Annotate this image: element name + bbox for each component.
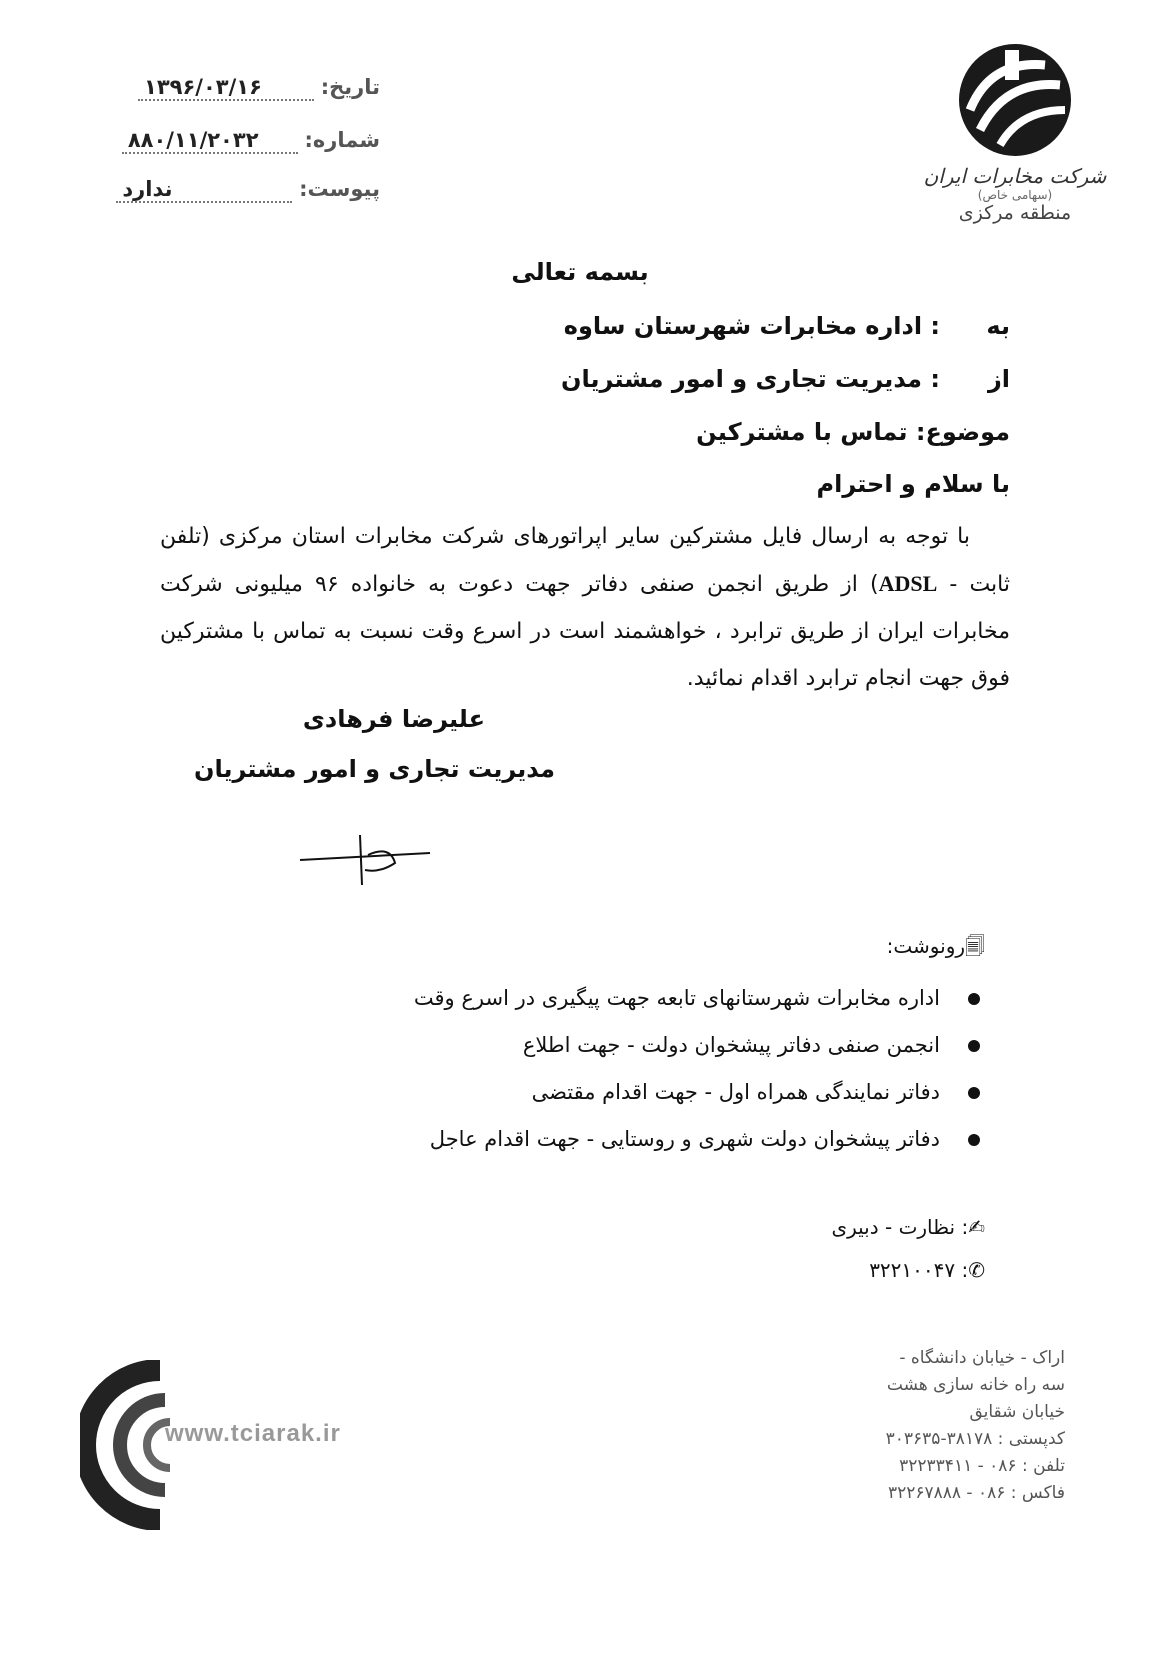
cc-item — [280, 1116, 980, 1163]
from-label: از — [987, 365, 1010, 393]
body-part-2: ) از طریق انجمن صنفی دفاتر جهت دعوت به خانواده ۹۶ میلیونی شرکت مخابرات ایران از طریق ترابرد ، خواهشمند است در اسرع وقت نسبت به تماس با مشترکین فوق جهت انجام ترابرد اقدام نمائید. — [160, 572, 1010, 691]
letter-body — [160, 513, 1010, 702]
writer-label: نظارت - دبیری — [831, 1215, 956, 1239]
tel-value: ۰۸۶ - ۳۲۲۳۳۴۱۱ — [899, 1456, 1017, 1476]
bullet-icon — [968, 1040, 980, 1052]
cc-list — [280, 975, 980, 1163]
address-line-3: خیابان شقایق — [969, 1402, 1065, 1422]
postal-line — [725, 1426, 1065, 1453]
cc-item-text: اداره مخابرات شهرستانهای تابعه جهت پیگیری در اسرع وقت — [413, 986, 940, 1010]
company-region: منطقه مرکزی — [958, 202, 1072, 224]
bullet-icon — [968, 1134, 980, 1146]
tel-line — [725, 1453, 1065, 1480]
number-value: ۸۸۰/۱۱/۲۰۳۲ — [122, 128, 298, 154]
tel-label: تلفن : — [1021, 1456, 1065, 1476]
invocation: بسمه تعالی — [511, 258, 649, 286]
address-line-2: سه راه خانه سازی هشت — [886, 1375, 1065, 1395]
from-line — [561, 365, 1010, 393]
postal-label: کدپستی : — [997, 1429, 1065, 1449]
to-line — [564, 312, 1010, 340]
attachment-line — [80, 177, 380, 203]
number-label: شماره: — [304, 128, 380, 152]
tci-logo-icon — [950, 40, 1080, 160]
from-value: : مدیریت تجاری و امور مشتریان — [561, 365, 940, 393]
subject: موضوع: تماس با مشترکین — [696, 418, 1010, 446]
to-label: به — [986, 312, 1010, 340]
postal-value: ۳۸۱۷۸-۳۰۳۶۳۵ — [885, 1429, 993, 1449]
cc-item — [280, 1069, 980, 1116]
date-line — [80, 75, 380, 101]
company-type: (سهامی خاص) — [977, 188, 1053, 202]
phone-line: ✆: ۳۲۲۱۰۰۴۷ — [869, 1258, 985, 1282]
website-link[interactable]: www.tciarak.ir — [165, 1420, 341, 1447]
cc-item-text: دفاتر پیشخوان دولت شهری و روستایی - جهت اقدام عاجل — [429, 1127, 940, 1151]
fax-value: ۰۸۶ - ۳۲۲۶۷۸۸۸ — [887, 1483, 1006, 1503]
fax-line — [725, 1480, 1065, 1507]
copy-icon: 🗐 — [965, 934, 985, 958]
writing-hand-icon: ✍ — [968, 1215, 985, 1239]
cc-item-text: انجمن صنفی دفاتر پیشخوان دولت - جهت اطلاع — [522, 1033, 940, 1057]
cc-item — [280, 975, 980, 1022]
attachment-value: ندارد — [116, 177, 292, 203]
number-line — [80, 128, 380, 154]
date-label: تاریخ: — [320, 75, 380, 99]
body-latin: ADSL — [878, 571, 938, 596]
company-name: شرکت مخابرات ایران — [923, 164, 1107, 188]
address-block — [725, 1345, 1065, 1507]
cc-title: رونوشت: — [886, 934, 966, 958]
cc-title-line — [887, 932, 985, 966]
bullet-icon — [968, 1087, 980, 1099]
company-logo — [915, 40, 1115, 260]
fax-label: فاکس : — [1010, 1483, 1065, 1503]
date-value: ۱۳۹۶/۰۳/۱۶ — [138, 75, 314, 101]
to-value: : اداره مخابرات شهرستان ساوه — [563, 312, 940, 340]
writer-line: ✍: نظارت - دبیری — [831, 1215, 985, 1239]
body-part-1: با توجه به ارسال فایل مشترکین سایر اپراتورهای شرکت مخابرات استان مرکزی (تلفن ثابت - — [160, 524, 1010, 597]
body-paragraph — [160, 513, 1010, 702]
phone-value: ۳۲۲۱۰۰۴۷ — [869, 1258, 956, 1282]
signer-name: علیرضا فرهادی — [302, 705, 485, 733]
bullet-icon — [968, 993, 980, 1005]
cc-item-text: دفاتر نمایندگی همراه اول - جهت اقدام مقتضی — [531, 1080, 940, 1104]
attachment-label: پیوست: — [299, 177, 380, 201]
address-line-1: اراک - خیابان دانشگاه - — [899, 1348, 1065, 1368]
phone-icon: ✆ — [968, 1258, 985, 1282]
greeting: با سلام و احترام — [816, 470, 1010, 498]
cc-item — [280, 1022, 980, 1069]
signature-mark — [290, 825, 440, 895]
signer-title: مدیریت تجاری و امور مشتریان — [193, 755, 555, 783]
